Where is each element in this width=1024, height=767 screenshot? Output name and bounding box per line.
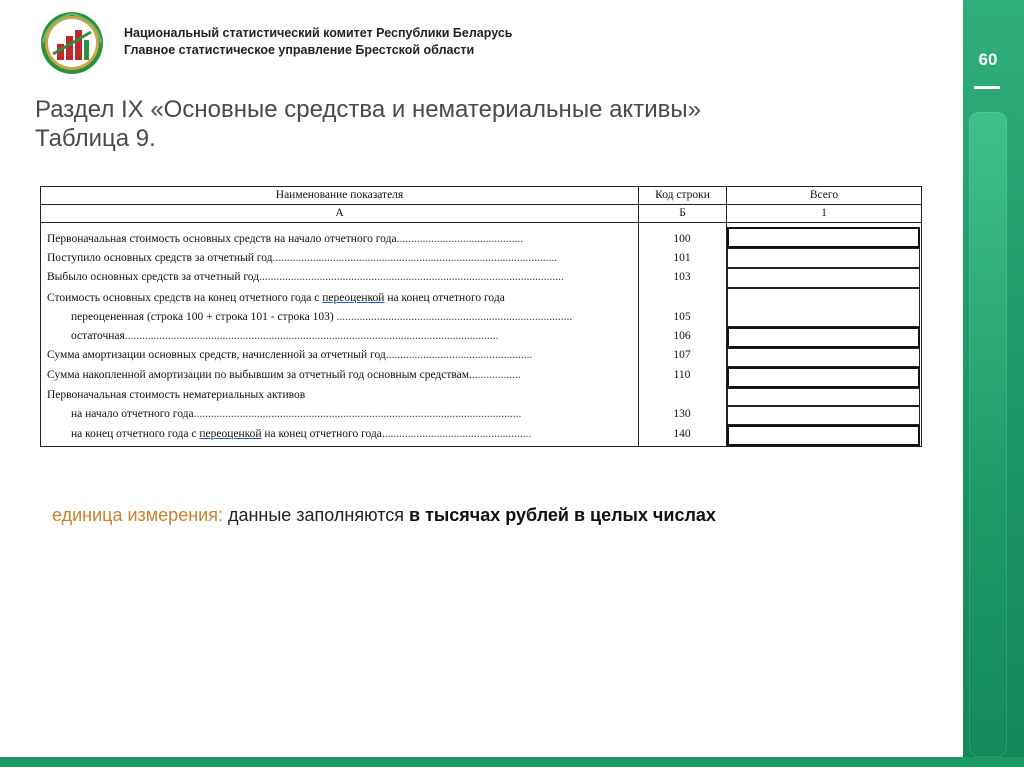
row-code: 140 (673, 428, 691, 440)
header-code: Код строки (639, 187, 726, 205)
value-cell-140[interactable] (727, 425, 920, 446)
page-number: 60 (978, 50, 998, 69)
right-decor-panel (963, 0, 1024, 767)
value-cell-107[interactable] (727, 348, 920, 367)
row-label: Выбыло основных средств за отчетный год (47, 271, 260, 283)
row-label-after: на конец отчетного года (261, 428, 382, 440)
subheader-1: 1 (727, 205, 921, 223)
value-cell-101[interactable] (727, 248, 920, 268)
org-name-line1: Национальный статистический комитет Республики Беларусь (124, 26, 513, 40)
row-code: 110 (673, 369, 691, 381)
value-cell-blank (727, 288, 920, 327)
value-cell-blank (727, 388, 920, 406)
table-title: Таблица 9. (35, 125, 156, 152)
note-emphasis: в тысячах рублей в целых числах (409, 505, 716, 525)
table-row: Сумма накопленной амортизации по выбывшим за отчетный год основным средствам.................. (47, 369, 521, 381)
table-row (47, 290, 635, 306)
header-total: Всего (727, 187, 921, 205)
row-code: 107 (673, 349, 691, 361)
row-label: Сумма амортизации основных средств, начисленной за отчетный год (47, 349, 386, 361)
row-label: остаточная (71, 330, 125, 342)
value-cell-110[interactable] (727, 367, 920, 388)
value-cell-103[interactable] (727, 268, 920, 288)
row-label-underlined: переоценкой (322, 292, 385, 304)
row-label: на конец отчетного года с (71, 428, 200, 440)
table-row: Сумма амортизации основных средств, начисленной за отчетный год................................................... (47, 349, 533, 361)
row-label: Стоимость основных средств на конец отчетного года с (47, 292, 323, 304)
row-code: 106 (673, 330, 691, 342)
row-label-underlined: переоценкой (199, 428, 262, 440)
row-code: 105 (673, 311, 691, 323)
table-row: остаточная.................................................................................................................................. (71, 330, 499, 342)
value-cell-106[interactable] (727, 327, 920, 348)
row-label-after: на конец отчетного года (384, 292, 505, 304)
table-row: на конец отчетного года с переоценкой на конец отчетного года.................................................... (71, 428, 532, 440)
table-row: Выбыло основных средств за отчетный год.......................................................................................................... (47, 271, 564, 283)
row-label: Сумма накопленной амортизации по выбывшим за отчетный год основным средствам (47, 369, 470, 381)
row-label: на начало отчетного года (71, 408, 194, 420)
indicator-table (40, 186, 922, 447)
belstat-logo-icon (39, 10, 105, 76)
note-text: данные заполняются (222, 505, 410, 525)
table-row: на начало отчетного года.................................................................................................................. (71, 408, 522, 420)
note-label: единица измерения: (52, 505, 223, 525)
value-cell-100[interactable] (727, 227, 920, 248)
header-indicator: Наименование показателя (41, 187, 638, 205)
row-label: переоцененная (строка 100 + строка 101 - строка 103) (71, 311, 334, 323)
section-title: Раздел IX «Основные средства и нематериальные активы» (35, 96, 701, 123)
row-label: Первоначальная стоимость нематериальных активов (47, 389, 306, 401)
table-row: переоцененная (строка 100 + строка 101 - строка 103) .................................................................................. (71, 311, 573, 323)
bottom-bar (0, 757, 1024, 767)
page-number-underline (974, 86, 1000, 89)
right-decor-inner (969, 112, 1007, 757)
org-name-line2: Главное статистическое управление Брестской области (124, 43, 475, 57)
value-cell-130[interactable] (727, 406, 920, 425)
row-code: 130 (673, 408, 691, 420)
table-row: Поступило основных средств за отчетный год................................................................................................... (47, 252, 558, 264)
measurement-note (52, 505, 716, 526)
subheader-b: Б (639, 205, 726, 223)
row-code: 100 (673, 233, 691, 245)
row-code: 103 (673, 271, 691, 283)
row-label: Поступило основных средств за отчетный год (47, 252, 273, 264)
table-row (47, 387, 635, 403)
row-code: 101 (673, 252, 691, 264)
subheader-a: А (41, 205, 638, 223)
row-label: Первоначальная стоимость основных средств на начало отчетного года (47, 233, 397, 245)
table-row: Первоначальная стоимость основных средств на начало отчетного года............................................ (47, 233, 524, 245)
